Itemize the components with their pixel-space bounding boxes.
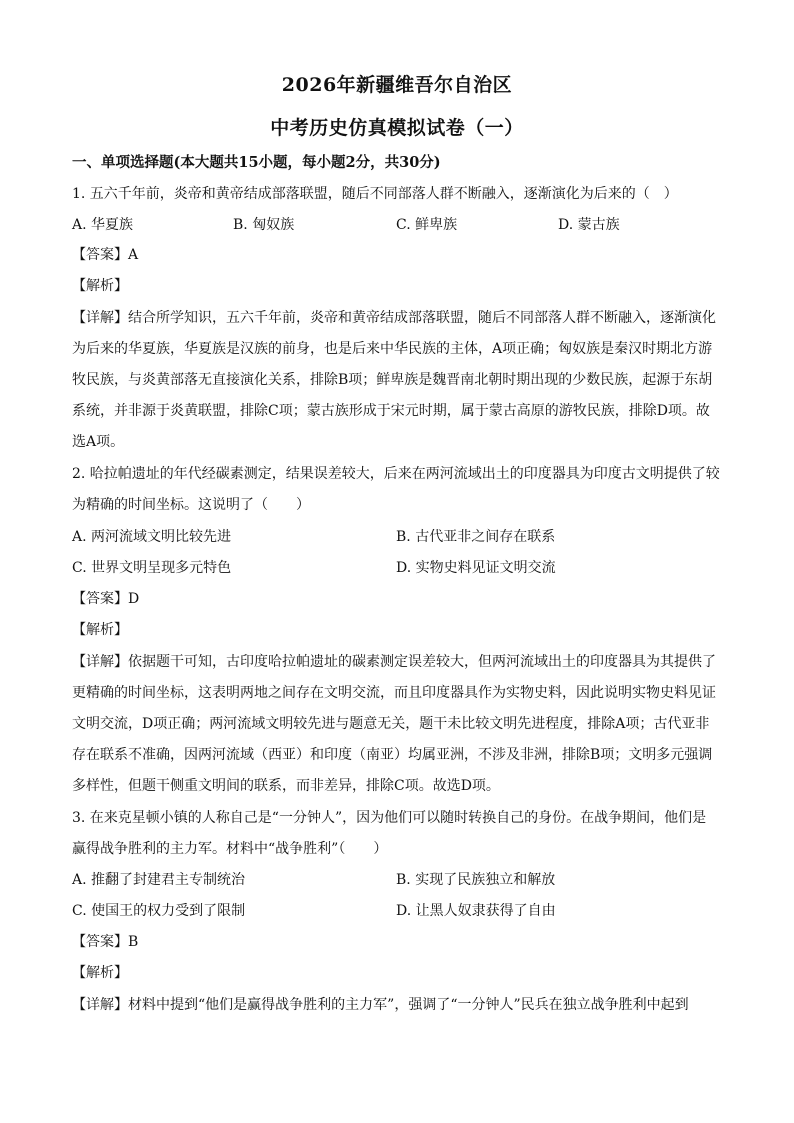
question-1-analysis-label: 【解析】 [72, 278, 128, 294]
question-2-option-c: C. 世界文明呈现多元特色 [72, 560, 232, 576]
question-2-answer: 【答案】D [72, 591, 140, 607]
question-1-detail-line: 为后来的华夏族，华夏族是汉族的前身，也是后来中华民族的主体，A项正确；匈奴族是秦汉时期北方游 [72, 341, 713, 357]
question-3-stem: 赢得战争胜利的主力军。材料中“战争胜利”（ ） [72, 841, 388, 857]
question-3-option-b: B. 实现了民族独立和解放 [396, 872, 556, 888]
question-1-answer: 【答案】A [72, 247, 139, 263]
question-1-detail-line: 牧民族，与炎黄部落无直接演化关系，排除B项；鲜卑族是魏晋南北朝时期出现的少数民族，起源于东胡 [72, 372, 713, 388]
question-2-stem: 2. 哈拉帕遗址的年代经碳素测定，结果误差较大，后来在两河流域出土的印度器具为印度古文明提供了较 [72, 466, 720, 482]
exam-title-line2: 中考历史仿真模拟试卷（一） [270, 117, 524, 139]
question-2-detail-line: 多样性，但题干侧重文明间的联系，而非差异，排除C项。故选D项。 [72, 778, 500, 794]
question-2-detail-line: 【详解】依据题干可知，古印度哈拉帕遗址的碳素测定误差较大，但两河流域出土的印度器具为其提供了 [72, 654, 716, 670]
question-1-option-b: B. 匈奴族 [233, 217, 295, 233]
question-1-option-d: D. 蒙古族 [558, 217, 620, 233]
question-3-analysis-label: 【解析】 [72, 965, 128, 981]
question-2-detail-line: 文明交流，D项正确；两河流域文明较先进与题意无关，题干未比较文明先进程度，排除A项；古代亚非 [72, 716, 710, 732]
exam-title-line1: 2026年新疆维吾尔自治区 [281, 74, 513, 96]
question-1-detail-line: 系统，并非源于炎黄联盟，排除C项；蒙古族形成于宋元时期，属于蒙古高原的游牧民族，排除D项。故 [72, 403, 710, 419]
question-1-stem: 1. 五六千年前，炎帝和黄帝结成部落联盟，随后不同部落人群不断融入，逐渐演化为后来的（ ） [72, 186, 678, 202]
question-3-option-a: A. 推翻了封建君主专制统治 [72, 872, 246, 888]
question-3-option-d: D. 让黑人奴隶获得了自由 [396, 903, 556, 919]
question-2-detail-line: 更精确的时间坐标，这表明两地之间存在文明交流，而且印度器具作为实物史料，因此说明实物史料见证 [72, 685, 716, 701]
question-3-option-c: C. 使国王的权力受到了限制 [72, 903, 246, 919]
question-2-stem: 为精确的时间坐标。这说明了（ ） [72, 497, 310, 513]
question-3-detail-line: 【详解】材料中提到“他们是赢得战争胜利的主力军”，强调了“一分钟人”民兵在独立战争胜利中起到 [72, 997, 689, 1013]
question-2-option-a: A. 两河流域文明比较先进 [72, 529, 232, 545]
section-heading: 一、单项选择题(本大题共15小题，每小题2分，共30分) [72, 154, 441, 171]
question-2-option-b: B. 古代亚非之间存在联系 [396, 529, 556, 545]
question-3-stem: 3. 在来克星顿小镇的人称自己是“一分钟人”，因为他们可以随时转换自己的身份。在战争期间，他们是 [72, 810, 707, 826]
question-3-answer: 【答案】B [72, 934, 139, 950]
question-2-detail-line: 存在联系不准确，因两河流域（西亚）和印度（南亚）均属亚洲，不涉及非洲，排除B项；文明多元强调 [72, 747, 713, 763]
question-2-analysis-label: 【解析】 [72, 622, 128, 638]
question-2-option-d: D. 实物史料见证文明交流 [396, 560, 556, 576]
question-1-option-a: A. 华夏族 [72, 217, 134, 233]
question-1-detail-line: 【详解】结合所学知识，五六千年前，炎帝和黄帝结成部落联盟，随后不同部落人群不断融入，逐渐演化 [72, 310, 716, 326]
question-1-detail-line: 选A项。 [72, 434, 125, 450]
question-1-option-c: C. 鲜卑族 [396, 217, 458, 233]
